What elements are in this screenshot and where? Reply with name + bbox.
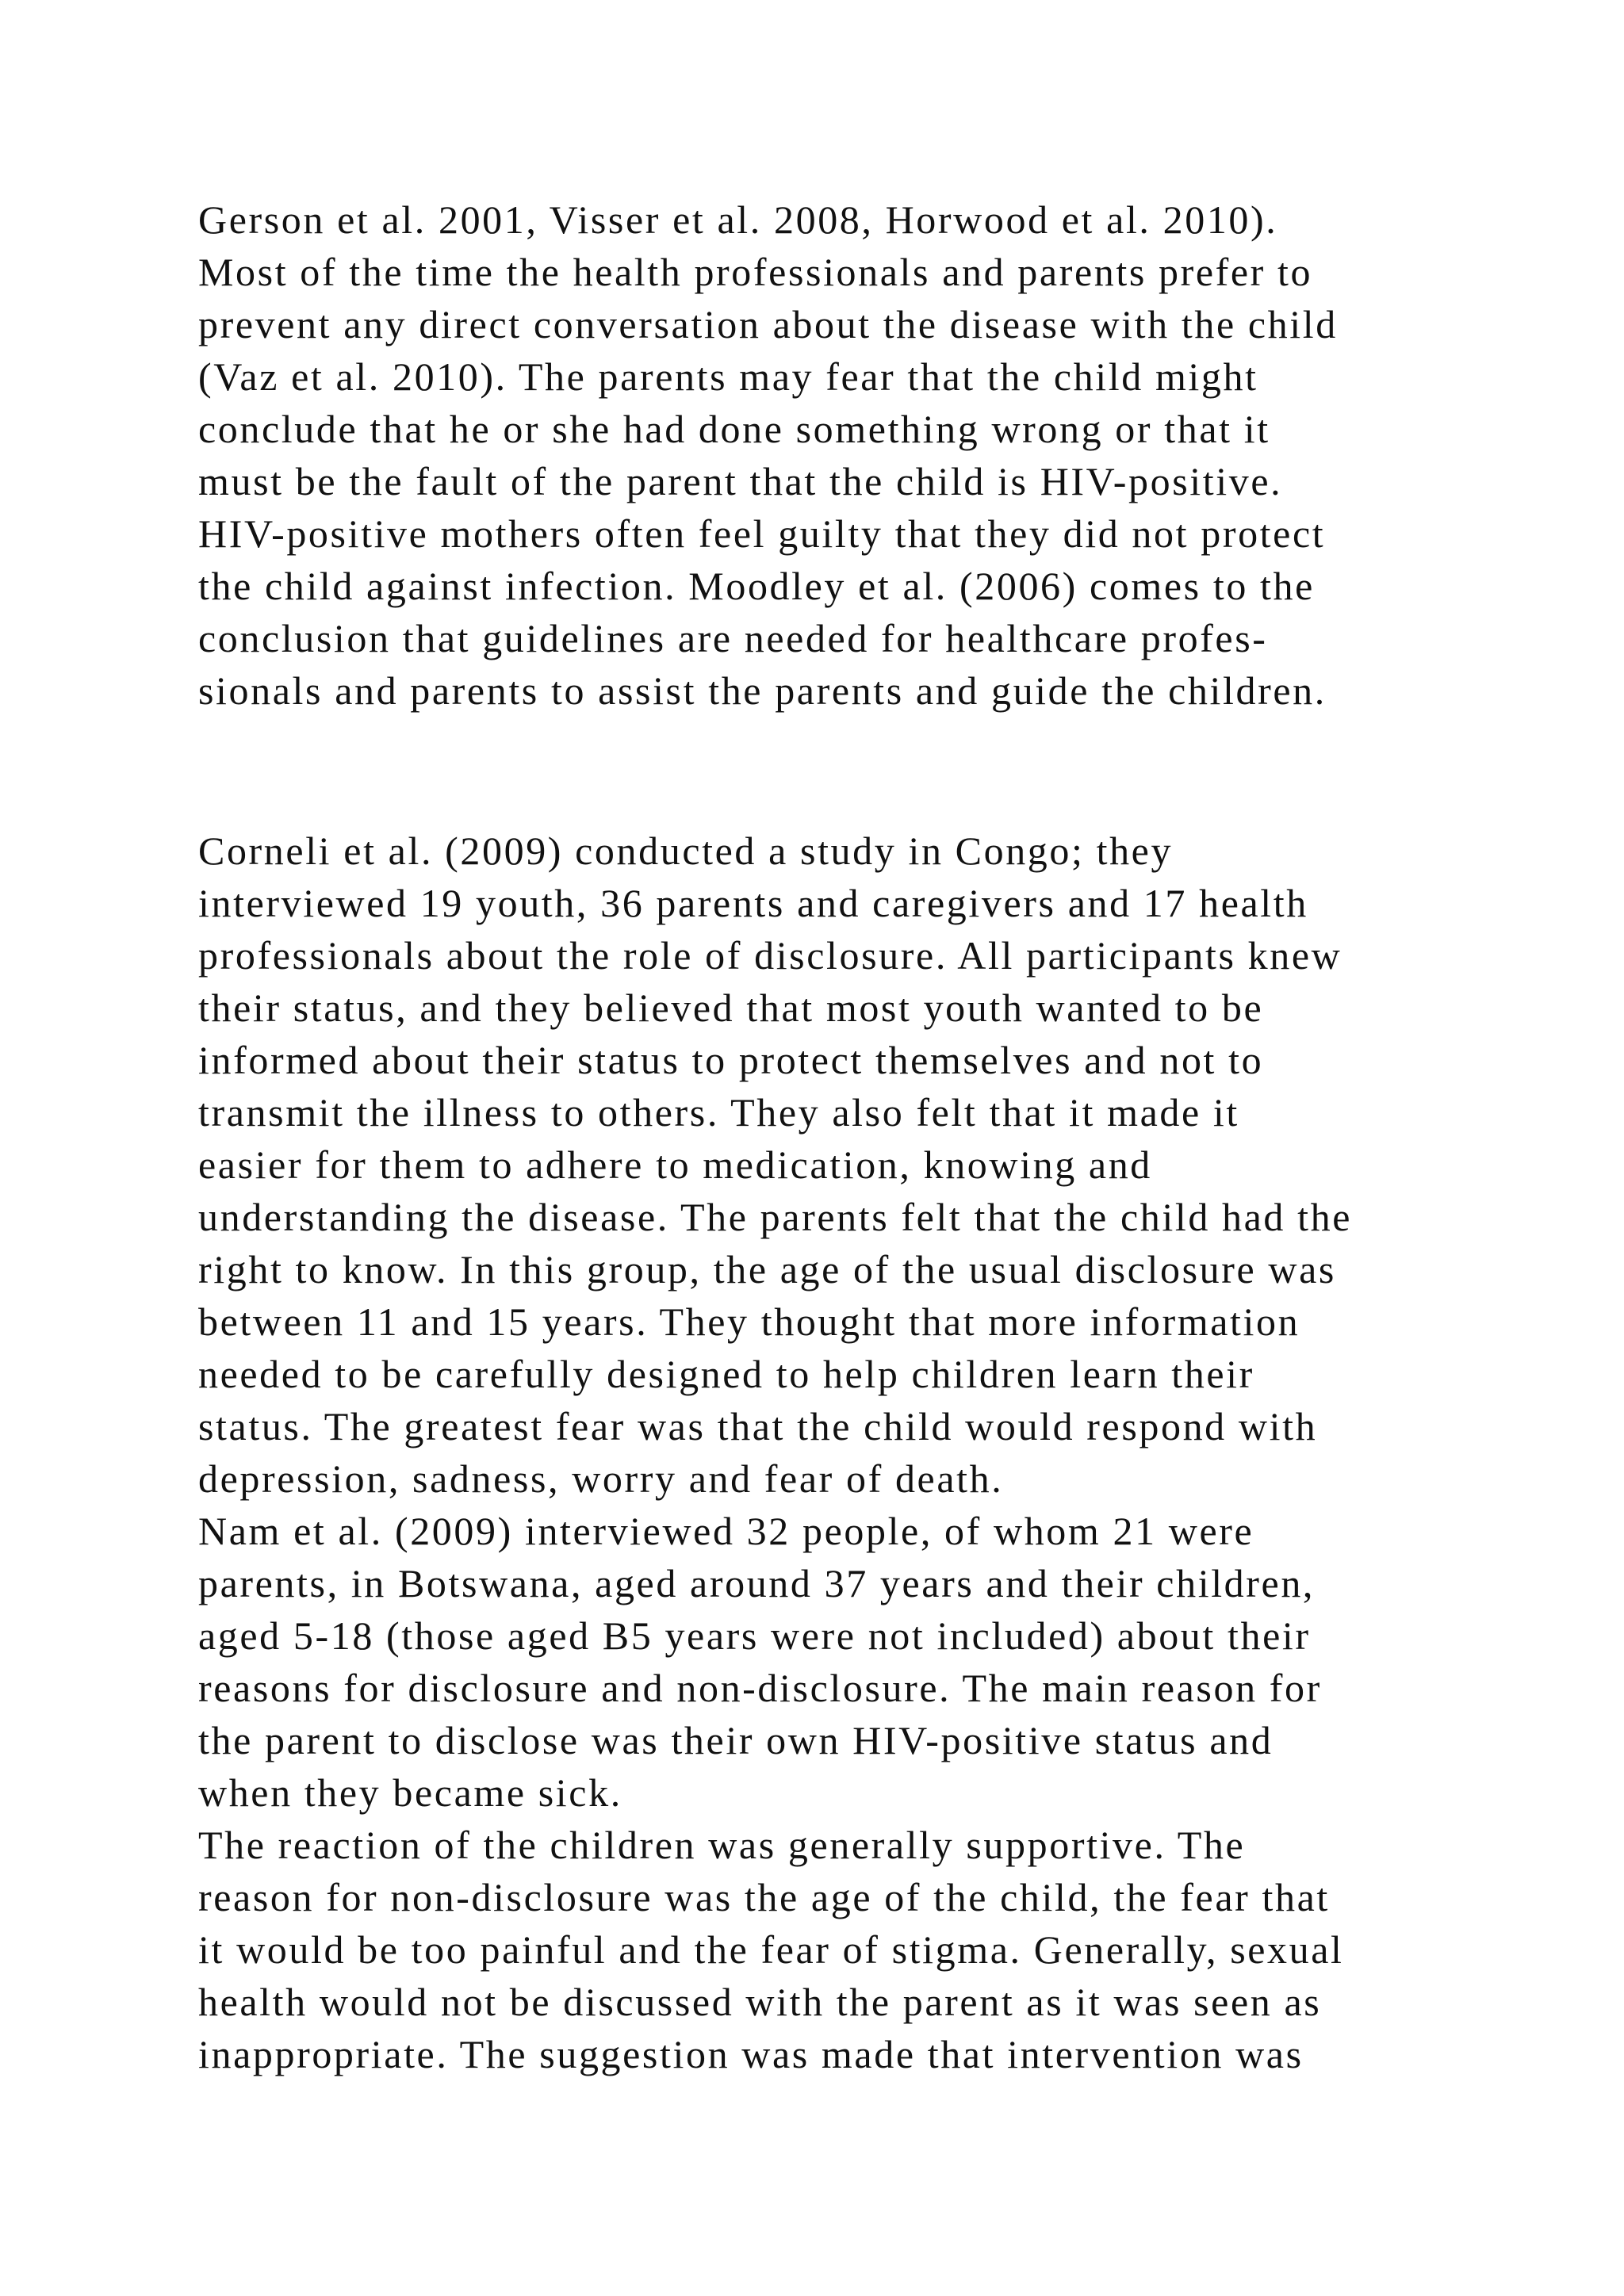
text-line: between 11 and 15 years. They thought that more information: [198, 1299, 1300, 1344]
text-line: depression, sadness, worry and fear of death.: [198, 1456, 1004, 1501]
text-line: health would not be discussed with the parent as it was seen as: [198, 1980, 1322, 2024]
text-line: aged 5-18 (those aged B5 years were not included) about their: [198, 1613, 1311, 1658]
text-line: (Vaz et al. 2010). The parents may fear that the child might: [198, 354, 1258, 399]
text-line: prevent any direct conversation about the disease with the child: [198, 302, 1338, 346]
text-line: HIV-positive mothers often feel guilty that they did not protect: [198, 511, 1326, 556]
text-line: Gerson et al. 2001, Visser et al. 2008, Horwood et al. 2010).: [198, 197, 1278, 242]
paragraph-block: [198, 193, 1624, 717]
text-line: informed about their status to protect themselves and not to: [198, 1038, 1264, 1082]
text-line: Corneli et al. (2009) conducted a study in Congo; they: [198, 828, 1174, 873]
text-line: easier for them to adhere to medication, knowing and: [198, 1142, 1152, 1187]
text-line: status. The greatest fear was that the child would respond with: [198, 1404, 1318, 1448]
text-line: conclusion that guidelines are needed for healthcare profes-: [198, 616, 1268, 660]
text-line: when they became sick.: [198, 1770, 622, 1815]
text-line: understanding the disease. The parents felt that the child had the: [198, 1195, 1352, 1239]
text-line: Nam et al. (2009) interviewed 32 people, of whom 21 were: [198, 1509, 1254, 1553]
text-line: the parent to disclose was their own HIV-positive status and: [198, 1718, 1274, 1762]
text-line: The reaction of the children was generally supportive. The: [198, 1823, 1246, 1867]
text-line: parents, in Botswana, aged around 37 years and their children,: [198, 1561, 1316, 1605]
text-line: needed to be carefully designed to help children learn their: [198, 1352, 1254, 1396]
text-line: reasons for disclosure and non-disclosure. The main reason for: [198, 1666, 1322, 1710]
paragraph-block: [198, 825, 1624, 2080]
text-line: must be the fault of the parent that the child is HIV-positive.: [198, 459, 1283, 503]
text-line: inappropriate. The suggestion was made that intervention was: [198, 2032, 1304, 2076]
text-line: professionals about the role of disclosure. All participants knew: [198, 933, 1342, 978]
text-line: the child against infection. Moodley et al. (2006) comes to the: [198, 564, 1315, 608]
text-line: conclude that he or she had done something wrong or that it: [198, 407, 1270, 451]
text-line: their status, and they believed that most youth wanted to be: [198, 985, 1264, 1030]
text-line: right to know. In this group, the age of the usual disclosure was: [198, 1247, 1336, 1292]
text-line: it would be too painful and the fear of stigma. Generally, sexual: [198, 1927, 1344, 1972]
text-line: sionals and parents to assist the parents and guide the children.: [198, 668, 1327, 713]
text-line: Most of the time the health professionals and parents prefer to: [198, 250, 1313, 294]
text-line: reason for non-disclosure was the age of the child, the fear that: [198, 1875, 1330, 1919]
text-line: transmit the illness to others. They also felt that it made it: [198, 1090, 1239, 1135]
text-line: interviewed 19 youth, 36 parents and caregivers and 17 health: [198, 881, 1308, 925]
